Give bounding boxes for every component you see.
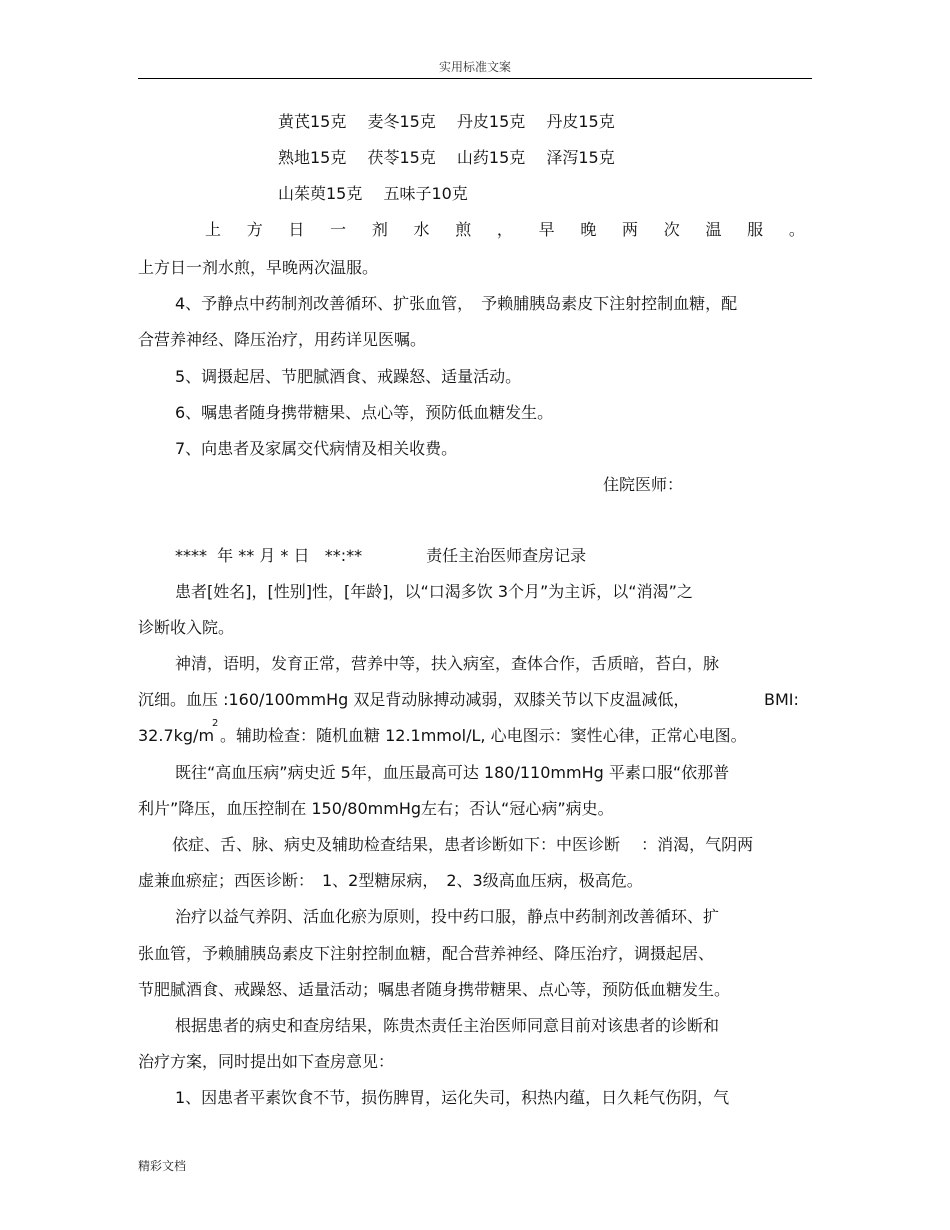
text-line: 1、因患者平素饮食不节，损伤脾胃，运化失司，积热内蕴，日久耗气伤阴，气	[175, 1088, 730, 1107]
resident-physician-label: 住院医师：	[603, 475, 684, 494]
spaced-char: 次	[663, 220, 680, 239]
bmi-label: BMI:	[764, 690, 799, 709]
spaced-char: 煎	[455, 220, 472, 239]
text-line: 6、嘱患者随身携带糖果、点心等，预防低血糖发生。	[175, 403, 554, 422]
text-line: 既往“高血压病”病史近 5年，血压最高可达 180/110mmHg 平素口服“依那普	[175, 763, 730, 782]
text-line: 沉细。血压 :160/100mmHg 双足背动脉搏动减弱，双膝关节以下皮温减低，	[138, 690, 690, 709]
text-line: 根据患者的病史和查房结果，陈贵杰责任主治医师同意目前对该患者的诊断和	[175, 1016, 720, 1035]
page-footer: 精彩文档	[138, 1159, 187, 1173]
text-line: 神清，语明，发育正常，营养中等，扶入病室，查体合作，舌质暗，苔白，脉	[175, 654, 720, 673]
header-divider	[138, 78, 812, 79]
text-line: 节肥腻酒食、戒躁怒、适量活动；嘱患者随身携带糖果、点心等，预防低血糖发生。	[138, 980, 731, 999]
spaced-instruction-line	[205, 219, 805, 241]
text-line: 治疗以益气养阴、活血化瘀为原则，投中药口服，静点中药制剂改善循环、扩	[175, 907, 720, 926]
bmi-value: 32.7kg/m	[138, 726, 215, 745]
text-line: 诊断收入院。	[138, 618, 235, 637]
spaced-char: 早	[538, 220, 555, 239]
spaced-char: 晚	[580, 220, 597, 239]
spaced-char: 方	[246, 220, 263, 239]
spaced-char: 两	[622, 220, 639, 239]
spaced-char: 服	[747, 220, 764, 239]
text-line: 治疗方案，同时提出如下查房意见：	[138, 1052, 395, 1071]
text-line: 合营养神经、降压治疗，用药详见医嘱。	[138, 330, 427, 349]
text-line: 虚兼血瘀症；西医诊断： 1、2型糖尿病， 2、3级高血压病，极高危。	[138, 871, 643, 890]
text-line: 7、向患者及家属交代病情及相关收费。	[175, 439, 458, 458]
spaced-char: 日	[288, 220, 305, 239]
page-header: 实用标准文案	[438, 60, 511, 74]
text-line: 患者[姓名]，[性别]性，[年龄]，以“口渴多饮 3个月”为主诉，以“消渴”之	[175, 582, 693, 601]
spaced-char: 一	[330, 220, 347, 239]
spaced-char: 。	[788, 220, 805, 239]
text-line: 张血管，予赖脯胰岛素皮下注射控制血糖，配合营养神经、降压治疗，调摄起居、	[138, 944, 715, 963]
text-line: 依症、舌、脉、病史及辅助检查结果，患者诊断如下：中医诊断 ：消渴，气阴两	[172, 835, 754, 854]
text-line: 利片”降压，血压控制在 150/80mmHg左右；否认“冠心病”病史。	[138, 799, 614, 818]
text-line: 4、予静点中药制剂改善循环、扩张血管， 予赖脯胰岛素皮下注射控制血糖，配	[175, 294, 738, 313]
spaced-char: 水	[413, 220, 430, 239]
text-line: 上方日一剂水煎，早晚两次温服。	[138, 258, 379, 277]
spaced-char: 温	[705, 220, 722, 239]
text-line: 。辅助检查：随机血糖 12.1mmol/L, 心电图示：窦性心律，正常心电图。	[220, 726, 747, 745]
text-line: 5、调摄起居、节肥腻酒食、戒躁怒、适量活动。	[175, 367, 522, 386]
herb-line-3: 山茱萸15克 五味子10克	[278, 184, 468, 203]
spaced-char: 剂	[371, 220, 388, 239]
spaced-char: 上	[205, 220, 222, 239]
record-heading: **** 年 ** 月 * 日 **:** 责任主治医师查房记录	[175, 546, 587, 565]
spaced-char: ，	[496, 220, 513, 239]
herb-line-2: 熟地15克 茯苓15克 山药15克 泽泻15克	[278, 148, 615, 167]
herb-line-1: 黄芪15克 麦冬15克 丹皮15克 丹皮15克	[278, 112, 615, 131]
superscript-2: 2	[212, 718, 219, 729]
